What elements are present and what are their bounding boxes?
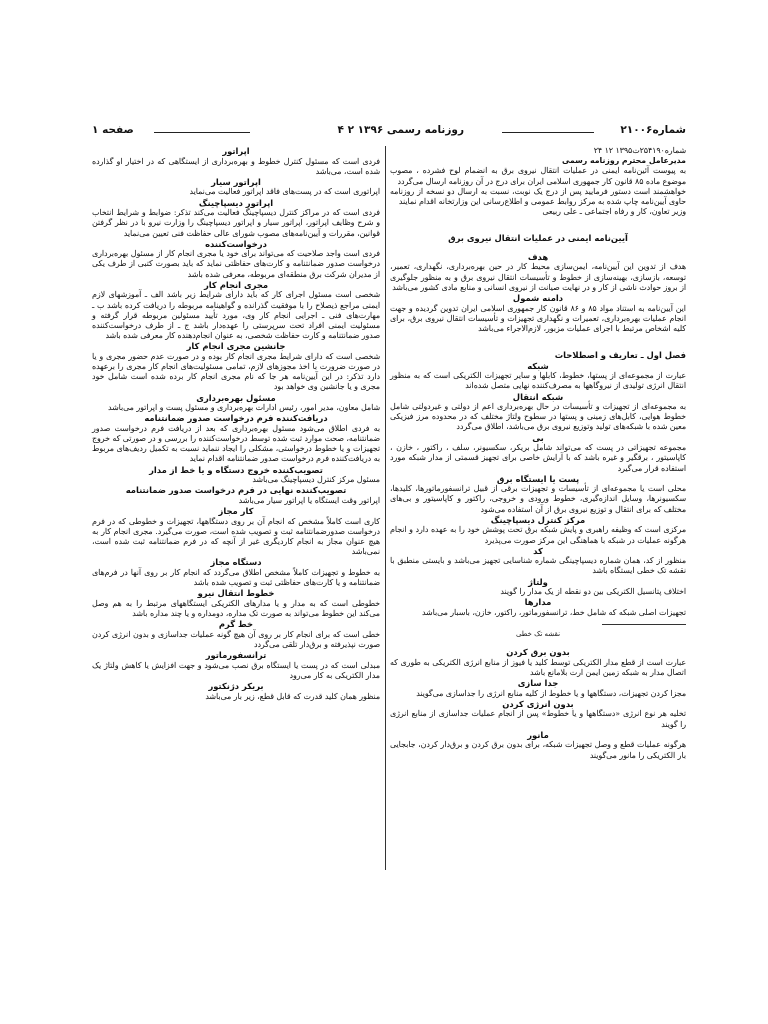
header-rule (502, 132, 594, 133)
definition-text: خطوطی است که به مدار و یا مدارهای الکتریکی ایستگاههای مرتبط را به هم وصل می‌کند این خطوط می‌تواند به صورت تک مداره، دومداره و یا چند مداره باشد (92, 598, 380, 618)
definition-term: مرکز کنترل دیسپاچینگ (490, 514, 586, 525)
definition-term: جدا سازی (517, 678, 559, 689)
letter-number: شماره۲۵۴۱۹۰ت۱۳۹۵ ۱۲ ۲۴ (593, 146, 686, 155)
definition-term: دریافت‌کننده فرم درخواست صدور ضمانتنامه (144, 413, 328, 424)
definition-text: منظور از کد، همان شماره دیسپاچینگی شماره شناسایی تجهیز می‌باشد و بایستی منطبق با نقشه تک خطی ایستگاه باشد (390, 556, 686, 576)
right-column (390, 146, 686, 761)
letter-body: به پیوست آئین‌نامه ایمنی در عملیات انتقال نیروی برق به انضمام لوح فشرده ، مصوب موضوع ماده ۸۵ قانون کار جمهوری اسلامی ایران برای درج در آن روزنامه ارسال می‌گردد (390, 166, 686, 186)
footnote: نقشه تک خطی (515, 630, 561, 639)
header-rule (154, 132, 250, 133)
definition-text: فردی است واجد صلاحیت که می‌تواند برای خود یا مجری انجام کار از مسئول بهره‌برداری درخواست صدور ضمانتنامه و کارت‌های حفاظتی نماید که باید بصورت کتبی از طرف یکی از مدیران شرکت برق منطقه‌ای مربوطه، معرفی شده باشد (92, 249, 380, 279)
definition-term: پست یا ایستگاه برق (496, 473, 580, 484)
definitions-list (92, 146, 380, 702)
definition-text: به خطوط و تجهیزات کاملاً مشخص اطلاق می‌گردد که انجام کار بر روی آنها در فرم‌های ضمانتنامه و یا کارت‌های حفاظتی ثبت و تصویب شده باشد (92, 567, 380, 588)
definition-text: فردی است که مسئول کنترل خطوط و بهره‌برداری از ایستگاهی که در اختیار او گذارده شده است، می‌باشد (92, 156, 380, 176)
document-title: آیین‌نامه ایمنی در عملیات انتقال نیروی برق (448, 233, 628, 244)
section-text: هدف از تدوین این آیین‌نامه، ایمن‌سازی محیط کار در حین بهره‌برداری، نگهداری، تعمیر، توسعه، بازسازی، بهینه‌سازی از خطوط و تأسیسات انتقال نیروی برق و به منظور جلوگیری از بروز حوادث ناشی از کار و در نهایت صیانت از نیروی انسانی و منابع مادی کشور می‌باشد (390, 262, 686, 292)
section-heading: دامنه شمول (512, 293, 564, 304)
definition-text: مبدلی است که در پست یا ایستگاه برق نصب می‌شود و جهت افزایش یا کاهش ولتاژ یک مدار الکتریکی به کار می‌رود (92, 660, 380, 680)
definition-text: اپراتوری است که در پست‌های فاقد اپراتور فعالیت می‌نماید (189, 187, 380, 197)
definition-text: فردی است که در مراکز کنترل دیسپاچینگ فعالیت می‌کند تذکر: ضوابط و شرایط انتخاب و شرح وظایف اپراتور، اپراتور سیار و اپراتور دیسپاچینگ را وزارت نیرو با در نظر گرفتن قوانین، مقررات و آیین‌نامه‌های مصوب شورای عالی حفاظت فنی تعیین می‌نماید (92, 208, 380, 238)
definition-text: مرکزی است که وظیفه راهبری و پایش شبکه برق تحت پوشش خود را به عهده دارد و انجام هرگونه عملیات در شبکه با هماهنگی این مرکز صورت می‌پذیرد (390, 525, 686, 545)
definition-text: اپراتور وقت ایستگاه یا اپراتور سیار می‌باشد (238, 495, 380, 505)
definition-term: مجری انجام کار (203, 279, 269, 290)
section-heading: هدف (527, 251, 549, 262)
definition-text: منظور همان کلید قدرت که قابل قطع، زیر بار می‌باشد (205, 691, 380, 701)
chapter-heading: فصل اول ـ تعاریف و اصطلاحات (554, 350, 686, 361)
page-number: صفحه ۱ (92, 124, 134, 136)
page-header (92, 124, 686, 140)
definition-term: ترانسفورماتور (205, 650, 267, 661)
definition-text: مجزا کردن تجهیزات، دستگاهها و یا خطوط از کلیه منابع انرژی را جداسازی می‌گویند (416, 688, 686, 698)
definition-term: تصویب‌کننده نهایی در فرم درخواست صدور ضمانتنامه (125, 485, 347, 496)
definition-text: تخلیه هر نوع انرژی «دستگاهها و یا خطوط» پس از انجام عملیات جداسازی از منابع انرژی را گویند (390, 709, 686, 729)
definitions-list (390, 361, 686, 618)
definition-term: اپراتور (222, 146, 250, 156)
definition-text: شخصی است که دارای شرایط مجری انجام کار بوده و در صورت عدم حضور مجری و یا در صورت ضرورت با اخذ مجوزهای لازم، تمامی مسئولیت‌های انجام کار مجری را برعهده دارد تذکر: در این آیین‌نامه هر جا که نام مجری انجام کار برده شده است شامل خود مجری و یا جانشین وی خواهد بود (92, 351, 380, 392)
definition-term: مدارها (524, 597, 552, 608)
gazette-title-date: روزنامه رسمی ۱۳۹۶ ۲ ۴ (337, 124, 464, 136)
left-column (92, 146, 380, 702)
definition-term: ولتاژ (528, 576, 548, 587)
definition-term: بریکر دژنکتور (208, 681, 264, 692)
definition-term: مانور (527, 729, 549, 740)
definition-term: شبکه (527, 360, 549, 371)
definition-text: اختلاف پتانسیل الکتریکی بین دو نقطه از یک مدار را گویند (500, 587, 686, 597)
definition-text: عبارت از مجموعه‌ای از پستها، خطوط، کابلها و سایر تجهیزات الکتریکی است که به منظور انتقال انرژی تولیدی از نیروگاهها به مصرف‌کننده نهایی متصل شده‌اند (390, 371, 686, 391)
definition-text: به فردی اطلاق می‌شود مسئول بهره‌برداری که بعد از دریافت فرم درخواست صدور ضمانتنامه، صحت موارد ثبت شده توسط درخواست‌کننده را بررسی و در صورتی که خروج تجهیزات و یا خطوط درخواستی، مشکلی را ایجاد ننماید نسبت به تکمیل ردیف‌های مربوط به دریافت‌کننده فرم درخواست صدور ضمانتنامه اقدام نماید (92, 423, 380, 464)
definition-term: خط گرم (218, 619, 254, 630)
definition-text: محلی است یا مجموعه‌ای از تأسیسات و تجهیزات برقی از قبیل ترانسفورماتورها، کلیدها، سکسیونرها، وسایل اندازه‌گیری، خطوط ورودی و خروجی، راکتور و کاپاسیتور و بی‌های مختلف که برای انتقال و توزیع نیروی برق از آن استفاده می‌شود (390, 484, 686, 514)
section-text: این آیین‌نامه به استناد مواد ۸۵ و ۸۶ قانون کار جمهوری اسلامی ایران تدوین گردیده و جهت انجام عملیات بهره‌برداری، تعمیرات و نگهداری تجهیزات و تأسیسات انتقال نیروی برق، برای کلیه اشخاص مرتبط با اجرای عملیات مزبور، لازم‌الاجراء می‌باشد (390, 303, 686, 333)
definition-text: کاری است کاملاً مشخص که انجام آن بر روی دستگاهها، تجهیزات و خطوطی که در فرم درخواست صدورضمانتنامه ثبت و تصویب شده است، صورت می‌گیرد. مجری انجام کار به هیچ عنوان مجاز به انجام کاردیگری غیر از آنچه که در فرم ضمانتنامه ثبت شده است، نمی‌باشد (92, 516, 380, 557)
definition-text: تجهیزات اصلی شبکه که شامل خط، ترانسفورماتور، راکتور، خازن، باسبار می‌باشد (421, 607, 686, 617)
column-divider (385, 146, 386, 870)
definition-text: شخصی است مسئول اجرای کار که باید دارای شرایط زیر باشد الف ـ آموزشهای لازم ایمنی مراجع ذیصلاح را با موفقیت گذرانده و گواهینامه مربوطه را دریافت کرده باشد ب ـ مهارت‌های فنی ـ اجرایی انجام کار وی، مورد تأیید مسئولین مربوطه قرار گرفته و مسئولیت ایمنی افراد تحت سرپرستی را عهده‌دار باشد ج ـ از طرف درخواست‌کننده صدور ضمانتنامه و کارت حفاظت شخصی، به عنوان انجام‌دهنده کار معرفی شده باشد (92, 290, 380, 341)
definition-term: اپراتور دیسپاچینگ (198, 197, 274, 208)
definition-text: شامل معاون، مدیر امور، رئیس ادارات بهره‌برداری و مسئول پست و اپراتور می‌باشد (108, 403, 380, 413)
definition-term: کار مجاز (218, 506, 254, 517)
definition-term: درخواست‌کننده (205, 238, 267, 249)
definition-text: عبارت است از قطع مدار الکتریکی توسط کلید یا فیوز از منابع انرژی الکتریکی به طوری که اتصال مدار به شبکه زمین ایمن ارت بلامانع باشد (390, 657, 686, 677)
definition-term: تصویب‌کننده خروج دستگاه و یا خط از مدار (149, 464, 323, 475)
definition-term: اپراتور سیار (211, 176, 261, 187)
definition-term: دستگاه مجاز (210, 557, 262, 568)
definition-term: کد (533, 545, 543, 556)
definition-text: مسئول مرکز کنترل دیسپاچینگ می‌باشد (252, 475, 380, 485)
definition-term: شبکه انتقال (512, 391, 564, 402)
letter-recipient: مدیرعامل محترم روزنامه رسمی (562, 156, 686, 166)
definition-term: خطوط انتقال نیرو (197, 588, 275, 599)
letter-signature: وزیر تعاون، کار و رفاه اجتماعی ـ علی ربیعی (542, 207, 686, 217)
definition-term: بدون انرژی کردن (502, 698, 574, 709)
definition-text: مجموعه تجهیزاتی در پست که می‌تواند شامل بریکر، سکسیونر، سلف ، راکتور ، خازن ، کاپاسیتور ، برقگیر و غیره باشد که با آرایش خاصی برای تجهیز قسمتی از مدار شبکه مورد استفاده قرار می‌گیرد (390, 443, 686, 473)
definition-text: هرگونه عملیات قطع و وصل تجهیزات شبکه، برای بدون برق کردن و برق‌دار کردن، جابجایی بار الکتریکی را مانور می‌گویند (390, 740, 686, 760)
footnote-rule (602, 624, 686, 625)
definition-term: بدون برق کردن (506, 647, 570, 658)
definition-term: مسئول بهره‌برداری (196, 392, 276, 403)
definition-text: خطی است که برای انجام کار بر روی آن هیچ گونه عملیات جداسازی و بدون انرژی کردن صورت نپذیرفته و برق‌دار تلقی می‌گردد (92, 629, 380, 649)
issue-number: شماره۲۱۰۰۶ (620, 124, 686, 136)
definition-term: جانشین مجری انجام کار (186, 341, 286, 352)
letter-body: خواهشمند است دستور فرمایید پس از درج یک نوبت، نسبت به ارسال دو نسخه از روزنامه حاوی آیین‌نامه چاپ شده به مرکز روابط عمومی و اطلاع‌رسانی این وزارتخانه اقدام نمایند (390, 186, 686, 207)
definitions-list (390, 647, 686, 760)
definition-term: بی (532, 432, 544, 443)
definition-text: به مجموعه‌ای از تجهیزات و تأسیسات در حال بهره‌برداری اعم از دولتی و غیردولتی شامل خطوط هوایی، کابل‌های زمینی و پستها در سطوح ولتاژ مختلف که در محدوده مرز فیزیکی معین شده با شبکه‌های تولید وتوزیع نیروی برق می‌باشد، اطلاق می‌گردد (390, 402, 686, 432)
